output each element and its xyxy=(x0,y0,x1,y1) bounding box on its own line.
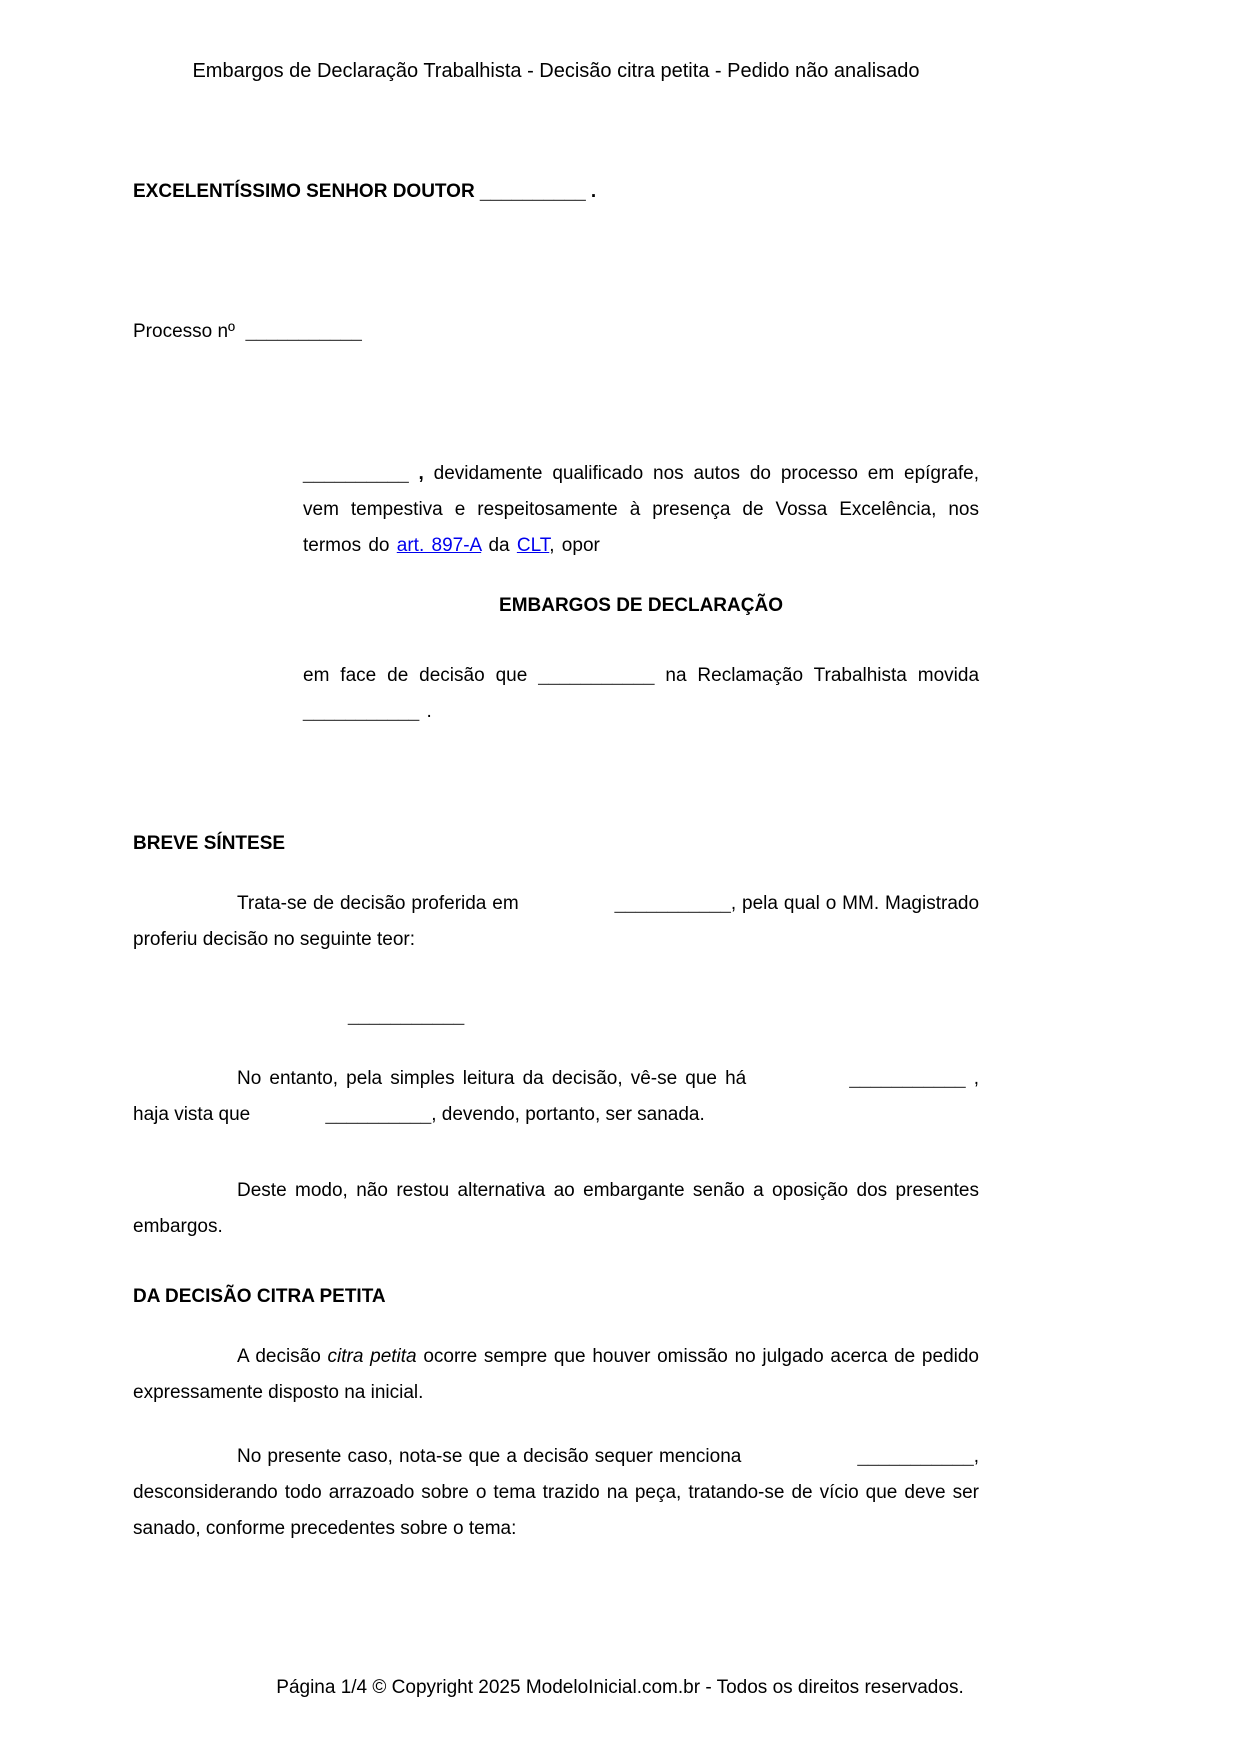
vocative-text: EXCELENTÍSSIMO SENHOR DOUTOR xyxy=(133,181,475,202)
qualification-text-3: , opor xyxy=(549,535,600,557)
nopresente-text-2: , desconsiderando todo arrazoado sobre o tema trazido na peça, tratando-se de vício que deve ser sanado, conforme precedentes sobre o tema: xyxy=(133,1445,979,1539)
paragraph-trata-se xyxy=(133,886,979,958)
noentanto-comma: , xyxy=(965,1068,979,1090)
justification-gap xyxy=(747,1461,857,1462)
decision-text-blank-field: ___________ xyxy=(348,1005,465,1027)
heading-da-decisao-citra-petita: DA DECISÃO CITRA PETITA xyxy=(133,1285,386,1307)
adecisao-text-1: A decisão xyxy=(237,1345,321,1367)
link-art-897a[interactable]: art. 897-A xyxy=(396,535,482,557)
vocative-period: . xyxy=(590,181,597,202)
qualification-comma: , xyxy=(408,463,424,485)
qualification-text-2: da xyxy=(488,535,510,557)
processo-label: Processo nº xyxy=(133,321,235,343)
noentanto-text-2: haja vista que xyxy=(133,1104,251,1126)
vocative-heading xyxy=(133,174,979,210)
reason-blank-field: __________ xyxy=(325,1104,432,1126)
paragraph-em-face xyxy=(303,658,979,730)
emface-text-2: na Reclamação Trabalhista movida xyxy=(665,664,980,686)
movant-blank-field: ___________ xyxy=(303,700,420,722)
qualification-text-1: devidamente qualificado nos autos do processo em epígrafe, vem tempestiva e respeitosamente à presença de Vossa Excelência, nos termos do xyxy=(303,463,980,557)
paragraph-no-presente xyxy=(133,1439,979,1547)
defect-blank-field: ___________ xyxy=(849,1068,966,1090)
page-footer: Página 1/4 © Copyright 2025 ModeloInicial.com.br - Todos os direitos reservados. xyxy=(276,1676,964,1698)
emface-period: . xyxy=(419,700,432,722)
processo-line xyxy=(133,314,979,350)
party-name-blank-field: __________ xyxy=(303,463,409,485)
omitted-claim-blank-field: ___________ xyxy=(857,1445,974,1467)
heading-embargos-de-declaracao: EMBARGOS DE DECLARAÇÃO xyxy=(499,595,783,617)
trata-text-1: Trata-se de decisão proferida em xyxy=(237,892,519,914)
judge-name-blank-field: __________ xyxy=(479,181,586,202)
trata-text-2: , pela qual o MM. Magistrado proferiu decisão no seguinte teor: xyxy=(133,892,980,950)
justification-gap xyxy=(256,1119,326,1120)
noentanto-text-3: , devendo, portanto, ser sanada. xyxy=(431,1104,705,1126)
justification-gap xyxy=(525,908,615,909)
justification-gap xyxy=(754,1083,849,1084)
processo-number-blank-field: ___________ xyxy=(245,321,362,343)
paragraph-no-entanto xyxy=(133,1061,979,1133)
qualification-paragraph xyxy=(303,456,979,564)
nopresente-text-1: No presente caso, nota-se que a decisão sequer menciona xyxy=(237,1445,742,1467)
decision-text-blank-paragraph xyxy=(348,998,979,1034)
document-content xyxy=(133,0,979,1547)
decision-blank-field: ___________ xyxy=(538,664,655,686)
link-clt[interactable]: CLT xyxy=(516,535,550,557)
decision-date-blank-field: ___________ xyxy=(614,892,731,914)
document-title: Embargos de Declaração Trabalhista - Decisão citra petita - Pedido não analisado xyxy=(192,60,920,82)
adecisao-text-2: ocorre sempre que houver omissão no julgado acerca de pedido expressamente disposto na inicial. xyxy=(133,1345,979,1403)
paragraph-deste-modo: Deste modo, não restou alternativa ao embargante senão a oposição dos presentes embargos. xyxy=(133,1180,979,1238)
adecisao-italic-term: citra petita xyxy=(327,1345,417,1367)
emface-text-1: em face de decisão que xyxy=(303,664,528,686)
noentanto-text-1: No entanto, pela simples leitura da decisão, vê-se que há xyxy=(237,1068,747,1090)
paragraph-a-decisao xyxy=(133,1339,979,1411)
heading-breve-sintese: BREVE SÍNTESE xyxy=(133,832,286,854)
